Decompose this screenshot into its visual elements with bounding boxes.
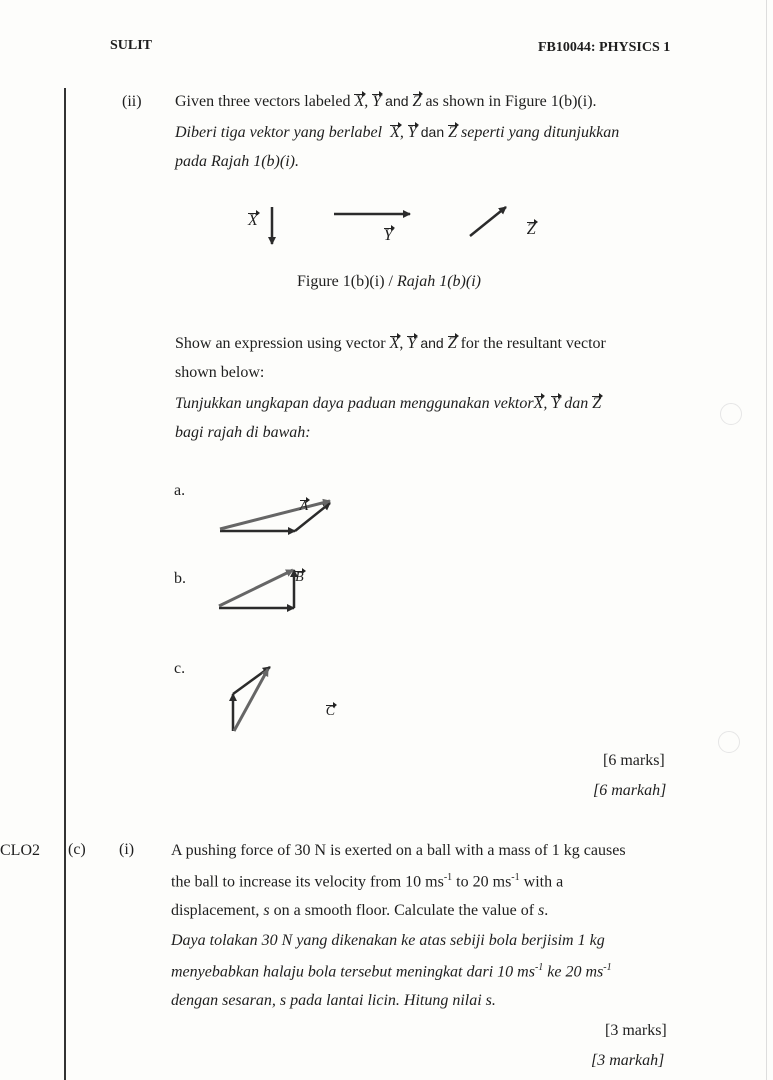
question-part-c: (c) xyxy=(68,841,86,858)
marks-english: [6 marks] xyxy=(603,752,665,769)
vector-x: X xyxy=(389,335,400,352)
question-c-english-line1: A pushing force of 30 N is exerted on a ball with a mass of 1 kg causes xyxy=(171,842,626,859)
question-c-english-line2: the ball to increase its velocity from 10 $ms^{-1}$ to 20 $ms^{-1}$ with a xyxy=(171,872,564,891)
figure-label-x: X xyxy=(248,212,258,229)
header-right: FB10044: PHYSICS 1 xyxy=(538,40,671,55)
figure-caption: Figure 1(b)(i) / Rajah 1(b)(i) xyxy=(297,273,481,290)
vector-y: Y xyxy=(407,335,417,352)
instruction-malay-line2: bagi rajah di bawah: xyxy=(175,424,311,441)
diagram-b-resultant xyxy=(219,570,293,606)
figure-label-y: Y xyxy=(383,227,393,244)
marks-malay-c: [3 markah] xyxy=(591,1052,665,1069)
resultant-label-a: A xyxy=(299,499,309,514)
marks-english-c: [3 marks] xyxy=(605,1022,667,1039)
figure-vector-z xyxy=(470,207,506,236)
vector-z: Z xyxy=(448,124,458,141)
diagram-c-vector-z xyxy=(233,667,270,694)
vector-z: Z xyxy=(412,93,422,110)
clo-label: CLO2 xyxy=(0,842,40,859)
question-c-malay-line2: menyebabkan halaju bola tersebut meningkat dari 10 $ms^{-1}$ ke 20 $ms^{-1}$ xyxy=(171,962,612,981)
diagram-label-a: a. xyxy=(174,482,186,499)
instruction-malay: Tunjukkan ungkapan daya paduan menggunakan vektorX, Y dan Z xyxy=(175,395,602,412)
vector-z: Z xyxy=(447,335,457,352)
instruction-english-line2: shown below: xyxy=(175,364,265,381)
question-number-i: (i) xyxy=(119,841,135,858)
question-c-english-line3: displacement, s on a smooth floor. Calculate the value of s. xyxy=(171,902,549,919)
vector-y: Y xyxy=(551,395,561,412)
question-c-malay-line1: Daya tolakan 30 N yang dikenakan ke atas sebiji bola berjisim 1 kg xyxy=(171,932,605,949)
vector-x: X xyxy=(354,93,365,110)
figure-label-z: Z xyxy=(526,221,536,238)
diagram-label-b: b. xyxy=(174,570,186,587)
resultant-label-c: C xyxy=(325,704,336,719)
instruction-english: Show an expression using vector X, Y and Z for the resultant vector xyxy=(175,335,606,352)
vector-z: Z xyxy=(592,395,602,412)
resultant-label-b: B xyxy=(295,570,304,585)
header-left: SULIT xyxy=(110,38,153,53)
vector-y: Y xyxy=(372,93,382,110)
vector-y: Y xyxy=(407,124,417,141)
vector-x: X xyxy=(533,395,544,412)
vector-x: X xyxy=(390,124,400,141)
question-ii-malay: Diberi tiga vektor yang berlabel X, Y dan Z seperti yang ditunjukkan xyxy=(175,124,620,141)
marks-malay: [6 markah] xyxy=(593,782,667,799)
question-ii-malay-line2: pada Rajah 1(b)(i). xyxy=(175,153,299,170)
question-number-ii: (ii) xyxy=(122,93,142,110)
diagram-c-resultant xyxy=(234,669,268,731)
diagram-label-c: c. xyxy=(174,660,186,677)
question-ii-english: Given three vectors labeled X, Y and Z as shown in Figure 1(b)(i). xyxy=(175,93,597,110)
question-c-malay-line3: dengan sesaran, s pada lantai licin. Hitung nilai s. xyxy=(171,992,496,1009)
